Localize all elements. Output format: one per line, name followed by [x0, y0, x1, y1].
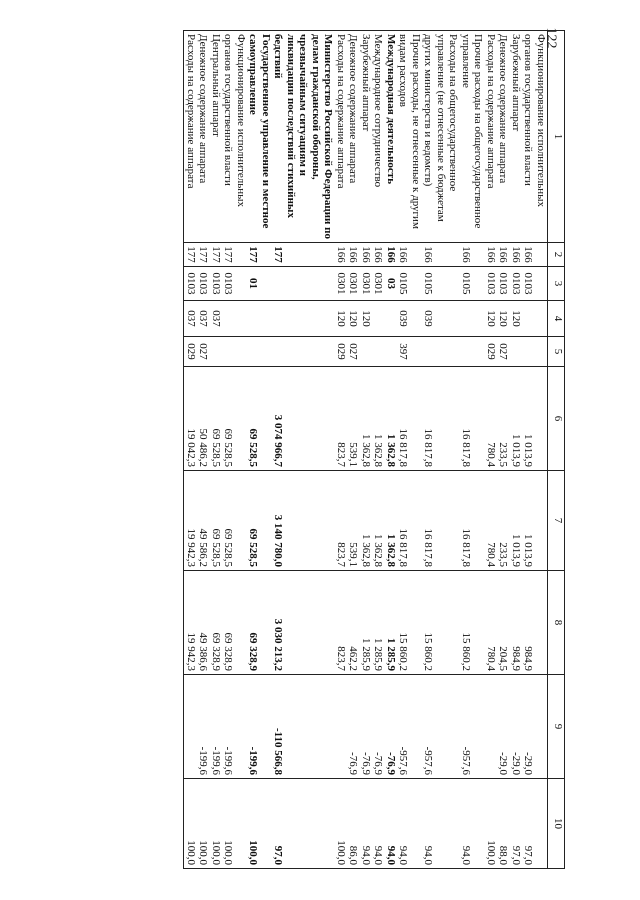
- row-label: Зарубежный аппарат: [360, 31, 373, 243]
- rotated-table-frame: [35, 27, 565, 868]
- value-cell-6: 19 042,3: [184, 367, 197, 471]
- code-cell-4: 120: [335, 301, 348, 337]
- value-cell-10: 97,0: [522, 779, 548, 869]
- value-cell-7: 1 362,8: [385, 471, 398, 571]
- code-cell-4: 120: [347, 301, 360, 337]
- table-row: [497, 31, 510, 869]
- code-cell-3: 01: [247, 267, 272, 301]
- value-cell-7: 823,7: [335, 471, 348, 571]
- code-cell-5: [422, 337, 460, 367]
- code-cell-3: 0105: [460, 267, 485, 301]
- value-cell-6: 1 013,9: [522, 367, 548, 471]
- value-cell-10: 94,0: [372, 779, 385, 869]
- value-cell-7: 1 362,8: [372, 471, 385, 571]
- code-cell-2: 166: [385, 243, 398, 267]
- value-cell-10: 100,0: [197, 779, 210, 869]
- code-cell-4: 120: [510, 301, 523, 337]
- value-cell-6: 69 528,5: [247, 367, 272, 471]
- code-cell-2: 177: [210, 243, 223, 267]
- code-cell-2: 177: [247, 243, 272, 267]
- table-row: [360, 31, 373, 869]
- code-cell-3: 03: [385, 267, 398, 301]
- code-cell-2: 166: [347, 243, 360, 267]
- row-label: Денежное содержание аппарата: [197, 31, 210, 243]
- row-label: Центральный аппарат: [210, 31, 223, 243]
- value-cell-7: 16 817,8: [460, 471, 485, 571]
- row-label: Прочие расходы на общегосударственное управление: [460, 31, 485, 243]
- value-cell-9: -199,6: [247, 675, 272, 779]
- code-cell-3: 0301: [335, 267, 348, 301]
- code-cell-3: 0103: [210, 267, 223, 301]
- code-cell-5: [460, 337, 485, 367]
- value-cell-9: -199,6: [197, 675, 210, 779]
- table-row: [272, 31, 335, 869]
- code-cell-4: [247, 301, 272, 337]
- code-cell-5: 027: [347, 337, 360, 367]
- code-cell-2: 166: [497, 243, 510, 267]
- value-cell-10: 100,0: [222, 779, 247, 869]
- code-cell-2: 166: [397, 243, 422, 267]
- row-label: Денежное содержание аппарата: [497, 31, 510, 243]
- table-row: [460, 31, 485, 869]
- value-cell-8: 1 285,9: [372, 571, 385, 675]
- header-row: [548, 31, 565, 869]
- code-cell-5: 027: [197, 337, 210, 367]
- value-cell-9: -29,0: [510, 675, 523, 779]
- code-cell-4: 120: [360, 301, 373, 337]
- code-cell-3: 0301: [372, 267, 385, 301]
- code-cell-4: 037: [210, 301, 223, 337]
- code-cell-3: 0103: [497, 267, 510, 301]
- table-row: [347, 31, 360, 869]
- value-cell-9: -29,0: [497, 675, 510, 779]
- value-cell-8: 462,2: [347, 571, 360, 675]
- code-cell-3: [272, 267, 335, 301]
- code-cell-4: 037: [184, 301, 197, 337]
- value-cell-10: 100,0: [210, 779, 223, 869]
- code-cell-5: 029: [485, 337, 498, 367]
- value-cell-7: 69 528,5: [210, 471, 223, 571]
- value-cell-7: 233,5: [497, 471, 510, 571]
- code-cell-4: [522, 301, 548, 337]
- code-cell-2: 166: [460, 243, 485, 267]
- value-cell-10: 100,0: [335, 779, 348, 869]
- value-cell-10: 94,0: [385, 779, 398, 869]
- table-row: [247, 31, 272, 869]
- code-cell-5: 029: [184, 337, 197, 367]
- value-cell-9: -76,9: [385, 675, 398, 779]
- value-cell-7: 539,1: [347, 471, 360, 571]
- column-header-2: 2: [548, 243, 565, 267]
- value-cell-9: -957,6: [460, 675, 485, 779]
- code-cell-2: 166: [422, 243, 460, 267]
- value-cell-8: 823,7: [335, 571, 348, 675]
- code-cell-2: 177: [197, 243, 210, 267]
- value-cell-7: 780,4: [485, 471, 498, 571]
- code-cell-3: 0103: [510, 267, 523, 301]
- value-cell-8: 1 285,9: [385, 571, 398, 675]
- value-cell-8: 1 285,9: [360, 571, 373, 675]
- value-cell-10: 94,0: [460, 779, 485, 869]
- column-header-10: 10: [548, 779, 565, 869]
- value-cell-8: 19 942,3: [184, 571, 197, 675]
- value-cell-8: 15 860,2: [422, 571, 460, 675]
- code-cell-3: 0103: [184, 267, 197, 301]
- code-cell-4: 039: [422, 301, 460, 337]
- value-cell-10: 100,0: [184, 779, 197, 869]
- code-cell-3: 0103: [197, 267, 210, 301]
- code-cell-5: 397: [397, 337, 422, 367]
- value-cell-6: 1 362,8: [385, 367, 398, 471]
- code-cell-2: 166: [360, 243, 373, 267]
- value-cell-7: 1 362,8: [360, 471, 373, 571]
- value-cell-7: 3 140 780,0: [272, 471, 335, 571]
- code-cell-2: 166: [522, 243, 548, 267]
- value-cell-10: 94,0: [422, 779, 460, 869]
- value-cell-8: 49 386,6: [197, 571, 210, 675]
- code-cell-5: [510, 337, 523, 367]
- table-row: [397, 31, 422, 869]
- row-label: Функционирование исполнительных органов государственной власти: [522, 31, 548, 243]
- row-label: Министерство Российской Федерации по делам гражданской обороны, чрезвычайным ситуациям и ликвидации последствий стихийных бедствий: [272, 31, 335, 243]
- code-cell-3: 0301: [347, 267, 360, 301]
- row-label: Функционирование исполнительных органов государственной власти: [222, 31, 247, 243]
- table-row: [510, 31, 523, 869]
- table-row: [335, 31, 348, 869]
- code-cell-5: [522, 337, 548, 367]
- code-cell-3: 0103: [522, 267, 548, 301]
- value-cell-8: 984,9: [510, 571, 523, 675]
- table-row: [210, 31, 223, 869]
- value-cell-7: 16 817,8: [422, 471, 460, 571]
- table-row: [184, 31, 197, 869]
- value-cell-6: 16 817,8: [422, 367, 460, 471]
- table-row: [197, 31, 210, 869]
- value-cell-9: [335, 675, 348, 779]
- code-cell-3: 0105: [422, 267, 460, 301]
- code-cell-5: [360, 337, 373, 367]
- table-row: [422, 31, 460, 869]
- row-label: Зарубежный аппарат: [510, 31, 523, 243]
- value-cell-7: 69 528,5: [222, 471, 247, 571]
- code-cell-2: 166: [335, 243, 348, 267]
- code-cell-4: [385, 301, 398, 337]
- value-cell-9: -957,6: [397, 675, 422, 779]
- table-row: [485, 31, 498, 869]
- code-cell-3: 0301: [360, 267, 373, 301]
- table-wrapper: [35, 27, 565, 868]
- budget-table: [184, 27, 566, 869]
- value-cell-9: -199,6: [210, 675, 223, 779]
- code-cell-5: 029: [335, 337, 348, 367]
- code-cell-4: 039: [397, 301, 422, 337]
- code-cell-4: [372, 301, 385, 337]
- value-cell-9: [485, 675, 498, 779]
- value-cell-7: 49 586,2: [197, 471, 210, 571]
- code-cell-2: 177: [272, 243, 335, 267]
- table-row: [522, 31, 548, 869]
- code-cell-2: 177: [184, 243, 197, 267]
- column-header-9: 9: [548, 675, 565, 779]
- row-label: Денежное содержание аппарата: [347, 31, 360, 243]
- code-cell-4: 120: [485, 301, 498, 337]
- value-cell-9: -76,9: [372, 675, 385, 779]
- column-header-1: 1: [548, 31, 565, 243]
- value-cell-6: 539,1: [347, 367, 360, 471]
- value-cell-8: 204,5: [497, 571, 510, 675]
- page-number: 122: [543, 27, 559, 49]
- value-cell-6: 50 486,2: [197, 367, 210, 471]
- code-cell-4: 120: [497, 301, 510, 337]
- value-cell-10: 97,0: [510, 779, 523, 869]
- value-cell-6: 16 817,8: [460, 367, 485, 471]
- value-cell-10: 86,0: [347, 779, 360, 869]
- value-cell-6: 1 362,8: [372, 367, 385, 471]
- value-cell-10: 94,0: [397, 779, 422, 869]
- value-cell-7: 1 013,9: [522, 471, 548, 571]
- value-cell-9: [184, 675, 197, 779]
- value-cell-8: 69 328,9: [210, 571, 223, 675]
- value-cell-10: 100,0: [485, 779, 498, 869]
- code-cell-5: [222, 337, 247, 367]
- row-label: Расходы на содержание аппарата: [485, 31, 498, 243]
- code-cell-5: [372, 337, 385, 367]
- column-header-7: 7: [548, 471, 565, 571]
- row-label: Прочие расходы, не отнесенные к другим видам расходов: [397, 31, 422, 243]
- value-cell-6: 1 362,8: [360, 367, 373, 471]
- value-cell-6: 780,4: [485, 367, 498, 471]
- value-cell-6: 1 013,9: [510, 367, 523, 471]
- row-label: Международное сотрудничество: [372, 31, 385, 243]
- value-cell-7: 16 817,8: [397, 471, 422, 571]
- value-cell-6: 69 528,5: [222, 367, 247, 471]
- code-cell-5: [385, 337, 398, 367]
- code-cell-2: 177: [222, 243, 247, 267]
- column-header-8: 8: [548, 571, 565, 675]
- value-cell-8: 780,4: [485, 571, 498, 675]
- column-header-6: 6: [548, 367, 565, 471]
- value-cell-8: 15 860,2: [460, 571, 485, 675]
- value-cell-6: 3 074 966,7: [272, 367, 335, 471]
- value-cell-8: 3 030 213,2: [272, 571, 335, 675]
- value-cell-7: 19 942,3: [184, 471, 197, 571]
- value-cell-10: 88,0: [497, 779, 510, 869]
- table-body: [184, 31, 548, 869]
- value-cell-9: -76,9: [347, 675, 360, 779]
- row-label: Государственное управление и местное самоуправление: [247, 31, 272, 243]
- row-label: Расходы на общегосударственное управление (не отнесенные к бюджетам других министерств и ведомств): [422, 31, 460, 243]
- column-header-4: 4: [548, 301, 565, 337]
- code-cell-3: 0103: [485, 267, 498, 301]
- value-cell-9: -110 566,8: [272, 675, 335, 779]
- code-cell-4: 037: [197, 301, 210, 337]
- value-cell-9: -29,0: [522, 675, 548, 779]
- table-row: [372, 31, 385, 869]
- value-cell-8: 15 860,2: [397, 571, 422, 675]
- value-cell-6: 69 528,5: [210, 367, 223, 471]
- code-cell-5: [247, 337, 272, 367]
- code-cell-2: 166: [485, 243, 498, 267]
- row-label: Международная деятельность: [385, 31, 398, 243]
- column-header-5: 5: [548, 337, 565, 367]
- value-cell-7: 69 528,5: [247, 471, 272, 571]
- value-cell-8: 984,9: [522, 571, 548, 675]
- code-cell-3: 0105: [397, 267, 422, 301]
- value-cell-6: 233,5: [497, 367, 510, 471]
- code-cell-5: 027: [497, 337, 510, 367]
- value-cell-9: -957,6: [422, 675, 460, 779]
- code-cell-2: 166: [372, 243, 385, 267]
- row-label: Расходы на содержание аппарата: [335, 31, 348, 243]
- value-cell-9: -199,6: [222, 675, 247, 779]
- code-cell-5: [272, 337, 335, 367]
- code-cell-2: 166: [510, 243, 523, 267]
- value-cell-10: 100,0: [247, 779, 272, 869]
- code-cell-3: 0103: [222, 267, 247, 301]
- table-row: [385, 31, 398, 869]
- code-cell-4: [460, 301, 485, 337]
- value-cell-10: 94,0: [360, 779, 373, 869]
- value-cell-7: 1 013,9: [510, 471, 523, 571]
- code-cell-5: [210, 337, 223, 367]
- code-cell-4: [222, 301, 247, 337]
- column-header-3: 3: [548, 267, 565, 301]
- value-cell-8: 69 328,9: [222, 571, 247, 675]
- code-cell-4: [272, 301, 335, 337]
- value-cell-6: 823,7: [335, 367, 348, 471]
- row-label: Расходы на содержание аппарата: [184, 31, 197, 243]
- table-row: [222, 31, 247, 869]
- value-cell-8: 69 328,9: [247, 571, 272, 675]
- value-cell-10: 97,0: [272, 779, 335, 869]
- value-cell-9: -76,9: [360, 675, 373, 779]
- value-cell-6: 16 817,8: [397, 367, 422, 471]
